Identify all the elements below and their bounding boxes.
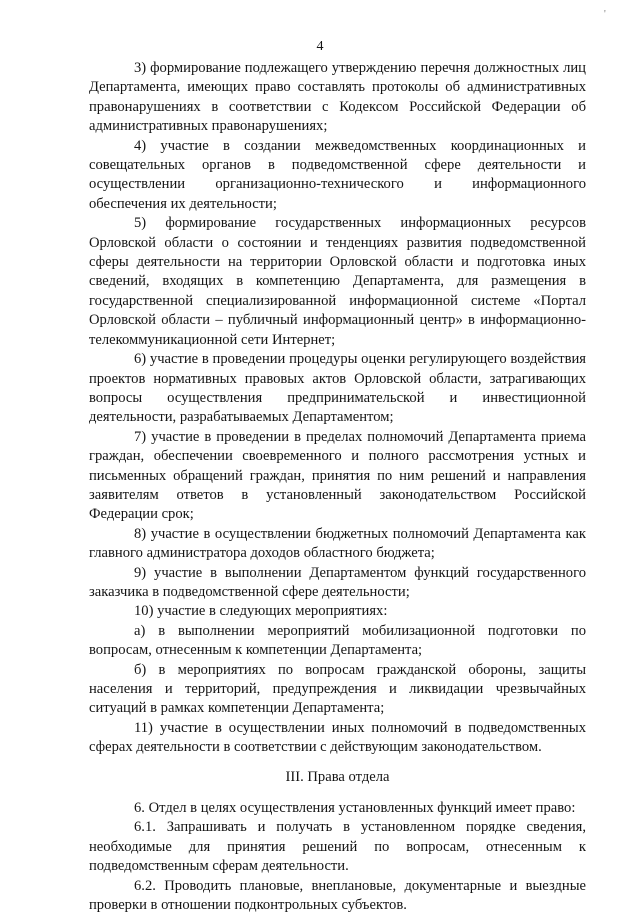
paragraph-item-10: 10) участие в следующих мероприятиях: [134, 603, 388, 620]
section-paragraph-6-2: 6.2. Проводить плановые, внеплановые, документарные и выездные проверки в отношении подконтрольных субъектов. [89, 877, 586, 914]
paragraph-item-9: 9) участие в выполнении Департаментом функций государственного заказчика в подведомственной сфере деятельности; [89, 564, 586, 600]
paragraph-item-10b: б) в мероприятиях по вопросам гражданской обороны, защиты населения и территорий, предупреждения и ликвидации чрезвычайных ситуаций в рамках компетенции Департамента; [89, 661, 586, 717]
paragraph-item-5: 5) формирование государственных информационных ресурсов Орловской области о состоянии и тенденциях развития подведомственной сферы деятельности на территории Орловской области и подготовка иных сведений, входящих в компетенцию Департамента, для размещения в государственной специализированной информационной системе «Портал Орловской области – публичный информационный центр» в информационно-телекоммуникационной сети Интернет; [89, 215, 586, 348]
paragraph-item-8: 8) участие в осуществлении бюджетных полномочий Департамента как главного администратора доходов областного бюджета; [89, 525, 586, 562]
paragraph-item-6: 6) участие в проведении процедуры оценки регулирующего воздействия проектов нормативных правовых актов Орловской области, затрагивающих вопросы осуществления предпринимательской и инвестиционной деятельности, разрабатываемых Департаментом; [89, 351, 586, 426]
paragraph-item-4: 4) участие в создании межведомственных координационных и совещательных органов в подведомственной сфере деятельности и осуществлении организационно-технического и информационного обеспечения их деятельности; [89, 137, 586, 212]
section-paragraph-6: 6. Отдел в целях осуществления установленных функций имеет право: [134, 800, 576, 817]
section-heading: III. Права отдела [285, 768, 390, 785]
corner-mark: ' [604, 9, 606, 20]
section-paragraph-6-1: 6.1. Запрашивать и получать в установленном порядке сведения, необходимые для принятия решений по вопросам, отнесенным к подведомственным сферам деятельности. [89, 819, 586, 875]
paragraph-item-10a: а) в выполнении мероприятий мобилизационной подготовки по вопросам, отнесенным к компетенции Департамента; [89, 622, 586, 659]
document-body [89, 59, 586, 915]
paragraph-item-11: 11) участие в осуществлении иных полномочий в подведомственных сферах деятельности в соответствии с действующим законодательством. [89, 719, 586, 756]
paragraph-item-3: 3) формирование подлежащего утверждению перечня должностных лиц Департамента, имеющих право составлять протоколы об административных правонарушениях в соответствии с Кодексом Российской Федерации об административных правонарушениях; [89, 60, 586, 135]
page-number: 4 [316, 39, 324, 54]
paragraph-item-7: 7) участие в проведении в пределах полномочий Департамента приема граждан, обеспечении своевременного и полного рассмотрения устных и письменных обращений граждан, принятия по ним решений и направления заявителям ответов в установленный законодательством Российской Федерации срок; [89, 428, 586, 523]
